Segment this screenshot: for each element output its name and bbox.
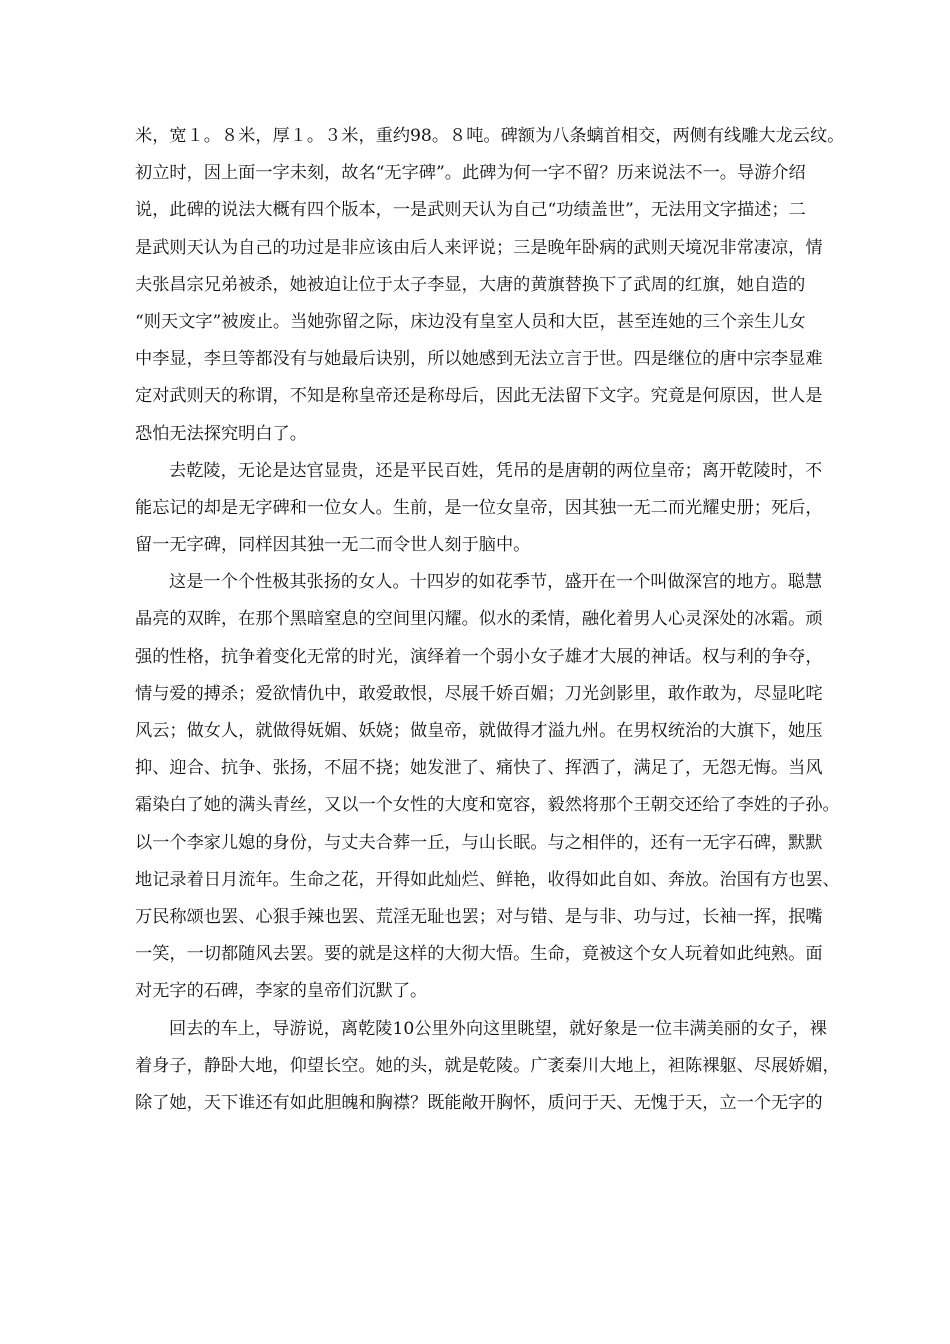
text-line: 是武则天认为自己的功过是非应该由后人来评说；三是晚年卧病的武则天境况非常凄凉，情 (135, 237, 823, 258)
text-line: 初立时，因上面一字未刻，故名“无字碑”。此碑为何一字不留？历来说法不一。导游介绍 (135, 163, 806, 184)
paragraph (135, 453, 825, 565)
text-line: 说，此碑的说法大概有四个版本，一是武则天认为自己“功绩盖世”，无法用文字描述；二 (135, 200, 806, 221)
text-line: 这是一个个性极其张扬的女人。十四岁的如花季节，盛开在一个叫做深宫的地方。聪慧 (169, 572, 823, 593)
text-line: 万民称颂也罢、心狠手辣也罢、荒淫无耻也罢；对与错、是与非、功与过，长袖一挥，抿嘴 (135, 906, 823, 927)
text-line: 地记录着日月流年。生命之花，开得如此灿烂、鲜艳，收得如此自如、奔放。治国有方也罢、 (135, 869, 840, 890)
text-line: 抑、迎合、抗争、张扬，不屈不挠；她发泄了、痛快了、挥洒了，满足了，无怨无悔。当风 (135, 758, 823, 779)
text-line: 强的性格，抗争着变化无常的时光，演绎着一个弱小女子雄才大展的神话。权与利的争夺， (135, 646, 823, 667)
text-line: 去乾陵，无论是达官显贵，还是平民百姓，凭吊的是唐朝的两位皇帝；离开乾陵时，不 (169, 460, 823, 481)
text-line: 对无字的石碑，李家的皇帝们沉默了。 (135, 981, 428, 1002)
text-line: 以一个李家儿媳的身份，与丈夫合葬一丘，与山长眠。与之相伴的，还有一无字石碑，默默 (135, 832, 823, 853)
paragraph (135, 118, 845, 453)
paragraph (135, 564, 840, 1010)
text-line: “则天文字”被废止。当她弥留之际，床边没有皇室人员和大臣，甚至连她的三个亲生儿女 (135, 311, 806, 332)
text-line: 米，宽１。８米，厚１。３米，重约98。８吨。碑额为八条螭首相交，两侧有线雕大龙云纹。 (135, 126, 845, 146)
text-line: 留一无字碑，同样因其独一无二而令世人刻于脑中。 (135, 535, 531, 556)
text-line: 晶亮的双眸，在那个黑暗窒息的空间里闪耀。似水的柔情，融化着男人心灵深处的冰霜。顽 (135, 609, 823, 630)
text-line: 除了她，天下谁还有如此胆魄和胸襟？既能敞开胸怀，质问于天、无愧于天，立一个无字的 (135, 1092, 823, 1113)
paragraph (135, 1011, 840, 1123)
text-line: 一笑，一切都随风去罢。要的就是这样的大彻大悟。生命，竟被这个女人玩着如此纯熟。面 (135, 944, 823, 965)
text-line: 定对武则天的称谓，不知是称皇帝还是称母后，因此无法留下文字。究竟是何原因，世人是 (135, 386, 823, 407)
text-line: 恐怕无法探究明白了。 (135, 423, 307, 444)
text-line: 情与爱的搏杀；爱欲情仇中，敢爱敢恨，尽展千娇百媚；刀光剑影里，敢作敢为，尽显叱咤 (135, 683, 823, 704)
text-line: 着身子，静卧大地，仰望长空。她的头，就是乾陵。广袤秦川大地上，袒陈裸躯、尽展娇媚， (135, 1055, 840, 1076)
text-line: 中李显，李旦等都没有与她最后诀别，所以她感到无法立言于世。四是继位的唐中宗李显难 (135, 349, 823, 370)
text-line: 霜染白了她的满头青丝，又以一个女性的大度和宽容，毅然将那个王朝交还给了李姓的子孙。 (135, 795, 840, 816)
text-line: 回去的车上，导游说，离乾陵10公里外向这里眺望，就好象是一位丰满美丽的女子，裸 (169, 1018, 827, 1039)
text-line: 能忘记的却是无字碑和一位女人。生前，是一位女皇帝，因其独一无二而光耀史册；死后， (135, 497, 823, 518)
text-line: 风云；做女人，就做得妩媚、妖娆；做皇帝，就做得才溢九州。在男权统治的大旗下，她压 (135, 721, 823, 741)
text-line: 夫张昌宗兄弟被杀，她被迫让位于太子李显，大唐的黄旗替换下了武周的红旗，她自造的 (135, 274, 806, 295)
article-body (135, 118, 845, 1122)
